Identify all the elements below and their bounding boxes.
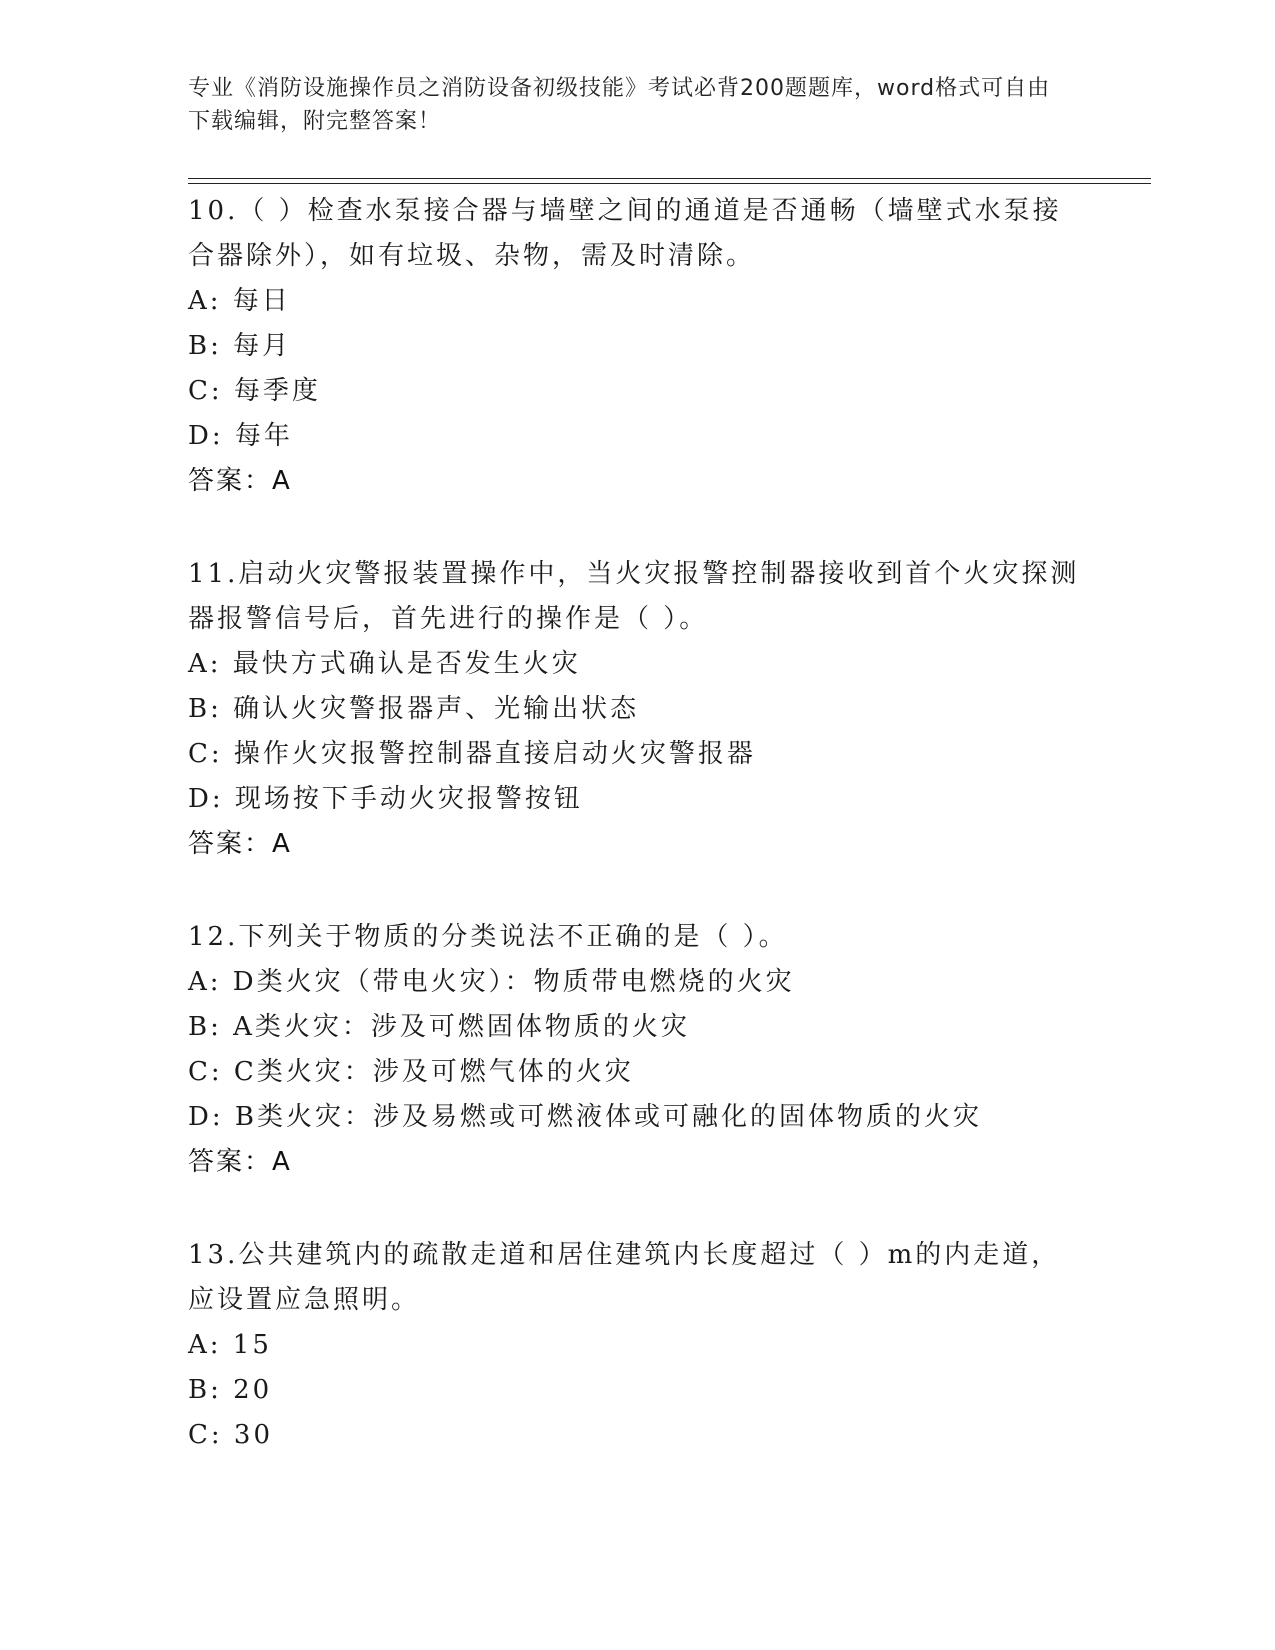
question-11	[188, 551, 1088, 867]
header-divider-bottom	[188, 183, 1151, 184]
document-header: 专业《消防设施操作员之消防设备初级技能》考试必背200题题库，word格式可自由下载编辑，附完整答案！	[188, 76, 1051, 134]
option-b: B: 确认火灾警报器声、光输出状态	[188, 694, 640, 724]
option-c: C: 每季度	[188, 376, 321, 406]
question-stem: 11.启动火灾警报装置操作中，当火灾报警控制器接收到首个火灾探测器报警信号后，首先进行的操作是（ ）。	[188, 559, 1080, 634]
question-stem: 10.（ ）检查水泵接合器与墙壁之间的通道是否通畅（墙壁式水泵接合器除外），如有垃圾、杂物，需及时清除。	[188, 196, 1062, 271]
option-b: B: A类火灾：涉及可燃固体物质的火灾	[188, 1012, 690, 1042]
option-d: D: B类火灾：涉及易燃或可燃液体或可融化的固体物质的火灾	[188, 1102, 982, 1132]
answer-line: 答案：A	[188, 829, 292, 859]
answer-line: 答案：A	[188, 1147, 292, 1177]
option-b: B: 20	[188, 1375, 273, 1405]
option-a: A: 每日	[188, 286, 291, 316]
option-c: C: 30	[188, 1420, 274, 1450]
answer-line: 答案：A	[188, 466, 292, 496]
option-a: A: 15	[188, 1330, 272, 1360]
question-13	[188, 1232, 1088, 1458]
question-stem: 12.下列关于物质的分类说法不正确的是（ ）。	[188, 922, 788, 952]
question-10	[188, 188, 1088, 504]
question-stem: 13.公共建筑内的疏散走道和居住建筑内长度超过（ ）m的内走道，应设置应急照明。	[188, 1240, 1061, 1315]
option-b: B: 每月	[188, 331, 292, 361]
option-a: A: 最快方式确认是否发生火灾	[188, 649, 581, 679]
option-d: D: 现场按下手动火灾报警按钮	[188, 784, 583, 814]
option-c: C: 操作火灾报警控制器直接启动火灾警报器	[188, 739, 756, 769]
option-a: A: D类火灾（带电火灾）：物质带电燃烧的火灾	[188, 967, 795, 997]
option-c: C: C类火灾：涉及可燃气体的火灾	[188, 1057, 634, 1087]
option-d: D: 每年	[188, 421, 293, 451]
question-list	[188, 188, 1088, 1505]
question-12	[188, 914, 1088, 1185]
header-divider-top	[188, 178, 1151, 179]
